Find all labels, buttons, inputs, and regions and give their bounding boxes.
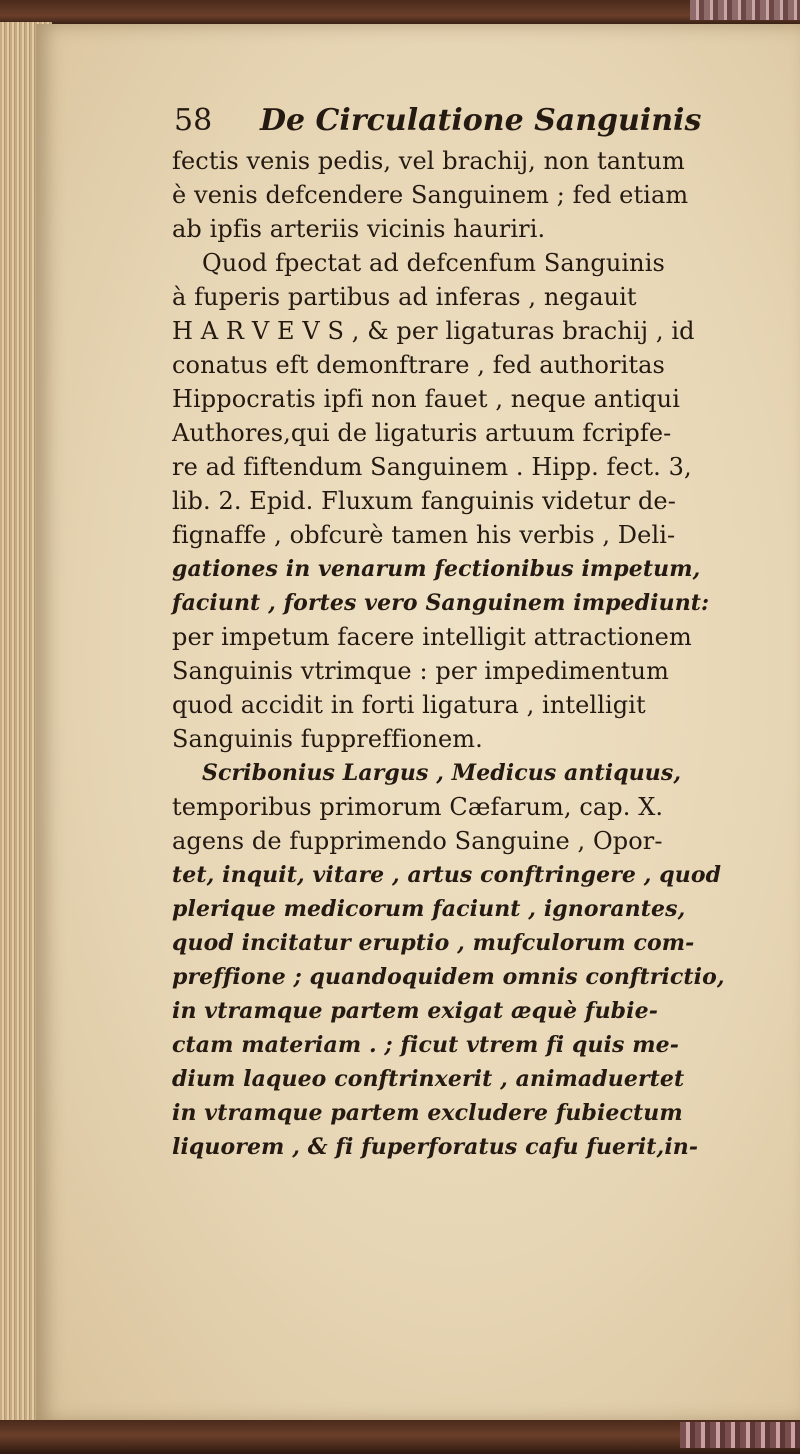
page-number: 58	[174, 103, 213, 138]
text-line: Authores,qui de ligaturis artuum fcripfe-	[172, 419, 672, 447]
text-line: H A R V E V S , & per ligaturas brachij , id	[172, 317, 695, 345]
quotation-line: faciunt , fortes vero Sanguinem impediunt:	[172, 590, 710, 616]
quotation-line: liquorem , & fi fuperforatus cafu fuerit,in-	[172, 1134, 699, 1160]
text-line: à fuperis partibus ad inferas , negauit	[172, 283, 637, 311]
headband-top	[690, 0, 800, 20]
page-text-block	[172, 100, 738, 1164]
text-line: Sanguinis fuppreffionem.	[172, 725, 483, 753]
book-cover-top	[0, 0, 800, 26]
paragraph-start-line: Quod fpectat ad defcenfum Sanguinis	[202, 249, 665, 277]
text-line: lib. 2. Epid. Fluxum fanguinis videtur de-	[172, 487, 676, 515]
quotation-line: gationes in venarum fectionibus impetum,	[172, 556, 701, 582]
text-line: fectis venis pedis, vel brachij, non tantum	[172, 147, 685, 175]
quotation-line: in vtramque partem excludere fubiectum	[172, 1100, 683, 1126]
text-line: temporibus primorum Cæfarum, cap. X.	[172, 793, 664, 821]
quotation-line: ctam materiam . ; ficut vtrem fi quis me-	[172, 1032, 679, 1058]
text-line: re ad fiftendum Sanguinem . Hipp. fect. 3,	[172, 453, 692, 481]
text-line: fignaffe , obfcurè tamen his verbis , Deli-	[172, 521, 676, 549]
text-line: conatus eft demonftrare , fed authoritas	[172, 351, 665, 379]
text-line: per impetum facere intelligit attractionem	[172, 623, 692, 651]
quotation-line: plerique medicorum faciunt , ignorantes,	[172, 896, 686, 922]
paragraph-start-line: Scribonius Largus , Medicus antiquus,	[202, 760, 682, 786]
quotation-line: in vtramque partem exigat æquè fubie-	[172, 998, 658, 1024]
text-line: Sanguinis vtrimque : per impedimentum	[172, 657, 669, 685]
text-line: agens de fupprimendo Sanguine , Opor-	[172, 827, 663, 855]
text-line: Hippocratis ipfi non fauet , neque antiqui	[172, 385, 680, 413]
text-line: è venis defcendere Sanguinem ; fed etiam	[172, 181, 689, 209]
text-line: quod accidit in forti ligatura , intelligit	[172, 691, 646, 719]
quotation-line: quod incitatur eruptio , mufculorum com-	[172, 930, 695, 956]
running-title: De Circulatione Sanguinis	[260, 103, 702, 138]
text-line: ab ipfis arteriis vicinis hauriri.	[172, 215, 546, 243]
quotation-line: preffione ; quandoquidem omnis conftrictio,	[172, 964, 725, 990]
quotation-line: tet, inquit, vitare , artus conftringere , quod	[172, 862, 722, 888]
quotation-line: dium laqueo conftrinxerit , animaduertet	[172, 1066, 685, 1092]
headband-bottom	[680, 1422, 800, 1448]
page-header	[172, 100, 738, 142]
